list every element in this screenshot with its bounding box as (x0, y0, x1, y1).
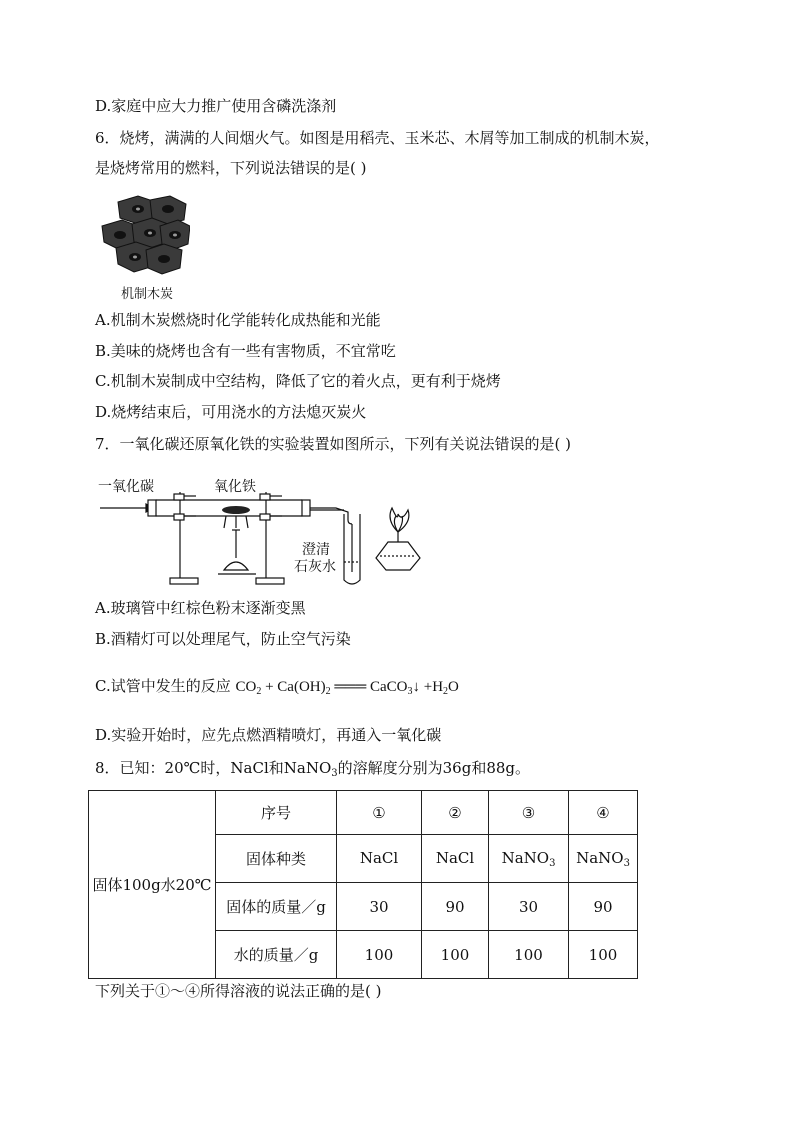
q6-option-a: A.机制木炭燃烧时化学能转化成热能和光能 (95, 311, 381, 329)
table-cell: 30 (489, 883, 569, 931)
q7-option-c-prefix: C.试管中发生的反应 (95, 677, 236, 695)
q8-stem: 8．已知：20℃时，NaCl和NaNO$_3$的溶解度分别为36g和88g。 (95, 759, 531, 779)
q8-question-line: 下列关于①～④所得溶液的说法正确的是( ) (95, 982, 382, 1000)
table-header-1: ① (337, 791, 422, 835)
table-cell: NaNO$_3$ (489, 835, 569, 883)
charcoal-caption: 机制木炭 (121, 287, 174, 302)
table-cell: NaNO$_3$ (569, 835, 638, 883)
table-header-4: ④ (569, 791, 638, 835)
q5-option-d: D.家庭中应大力推广使用含磷洗涤剂 (95, 97, 337, 115)
table-cell: NaCl (422, 835, 489, 883)
q6-stem-line1: 6．烧烤，满满的人间烟火气。如图是用稻壳、玉米芯、木屑等加工制成的机制木炭， (95, 129, 660, 147)
table-cell: 100 (337, 931, 422, 979)
table-cell: 100 (489, 931, 569, 979)
table-row-label: 固体100g水20℃ (89, 791, 216, 979)
table-label-solid-mass: 固体的质量／g (216, 883, 337, 931)
q7-option-d: D.实验开始时，应先点燃酒精喷灯，再通入一氧化碳 (95, 726, 442, 744)
q7-option-b: B.酒精灯可以处理尾气，防止空气污染 (95, 630, 351, 648)
table-label-water-mass: 水的质量／g (216, 931, 337, 979)
table-cell: NaCl (337, 835, 422, 883)
table-header-index: 序号 (216, 791, 337, 835)
q7-stem: 7．一氧化碳还原氧化铁的实验装置如图所示，下列有关说法错误的是( ) (95, 435, 572, 453)
solubility-table (88, 790, 638, 979)
label-limewater-line2: 石灰水 (294, 559, 336, 575)
q6-option-d: D.烧烤结束后，可用浇水的方法熄灭炭火 (95, 403, 367, 421)
table-cell: 100 (569, 931, 638, 979)
q7-option-a: A.玻璃管中红棕色粉末逐渐变黑 (95, 599, 306, 617)
table-cell: 100 (422, 931, 489, 979)
table-cell: 90 (422, 883, 489, 931)
q6-option-c: C.机制木炭制成中空结构，降低了它的着火点，更有利于烧烤 (95, 372, 501, 390)
reaction-equation: $CO_2 + Ca(OH)_2$ ═══ CaCO$_3$↓ $+H_2O$ (235, 679, 459, 697)
label-carbon-monoxide: 一氧化碳 (98, 479, 154, 495)
label-limewater-line1: 澄清 (302, 542, 330, 558)
charcoal-image (98, 192, 190, 276)
label-iron-oxide: 氧化铁 (214, 479, 256, 495)
table-header-2: ② (422, 791, 489, 835)
table-label-solid-type: 固体种类 (216, 835, 337, 883)
table-cell: 90 (569, 883, 638, 931)
table-cell: 30 (337, 883, 422, 931)
table-header-3: ③ (489, 791, 569, 835)
q7-option-c (95, 676, 459, 702)
q6-stem-line2: 是烧烤常用的燃料，下列说法错误的是( ) (95, 159, 367, 177)
q6-option-b: B.美味的烧烤也含有一些有害物质，不宜常吃 (95, 342, 396, 360)
